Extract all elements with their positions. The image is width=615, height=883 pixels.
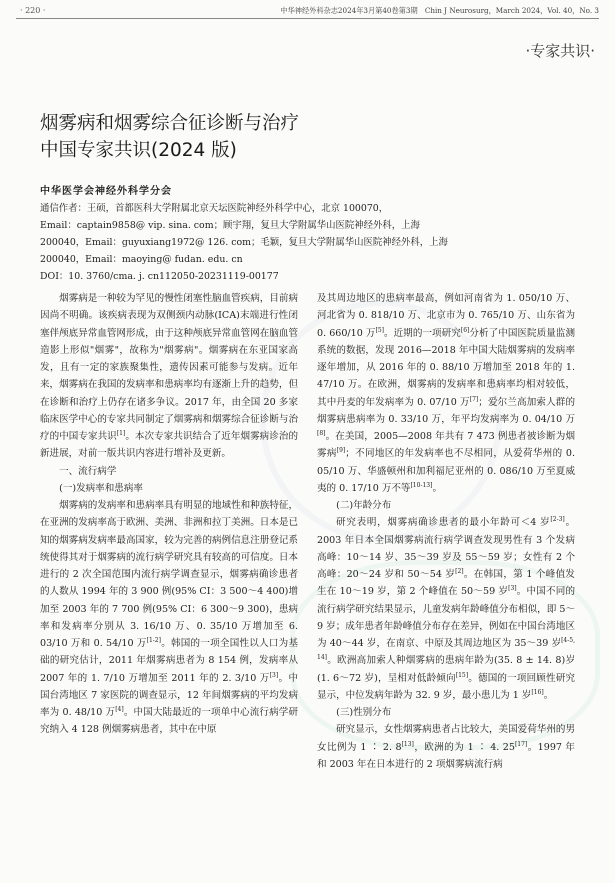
correspondence-line-1: 通信作者：王硕，首都医科大学附属北京天坛医院神经外科学中心，北京 100070，	[40, 203, 389, 214]
citation[interactable]: [3]	[508, 585, 517, 593]
citation[interactable]: [13]	[401, 740, 414, 748]
doi: DOI：10. 3760/cma. j. cn112050-20231119-00177	[40, 271, 279, 282]
citation[interactable]: [2]	[455, 567, 464, 575]
citation[interactable]: [9]	[336, 447, 346, 455]
citation[interactable]: [6]	[460, 326, 470, 334]
citation[interactable]: [4]	[115, 705, 124, 713]
citation[interactable]: [2-3]	[550, 516, 565, 524]
citation[interactable]: [5]	[375, 326, 384, 334]
citation[interactable]: [16]	[531, 688, 544, 696]
citation[interactable]: [4-5, 14]	[317, 636, 575, 662]
subsection-heading: (一)发病率和患病率	[59, 482, 143, 494]
citation[interactable]: [7]	[469, 395, 479, 403]
subsection-heading: (二)年龄分布	[336, 500, 392, 511]
title-line-1: 烟雾病和烟雾综合征诊断与治疗	[40, 113, 300, 134]
citation[interactable]: [17]	[514, 740, 528, 748]
body-paragraph: 及其周边地区的患病率最高，例如河南省为 1. 050/10 万、河北省为 0. 818/10 万、北京市为 0. 765/10 万、山东省为 0. 660/10 万[5]。近期的一项研究[6]分析了中国医院质量监测系统的数据，发现 2016—2018 年中国大陆烟雾病的发病率逐年增加，从 2016 年的 0. 88/10 万增加至 2018 年的 1. 47/10 万。在欧洲，烟雾病的发病率和患病率均相对较低，其中丹麦的年发病率为 0. 07/10 万[7]；爱尔兰高加索人群的烟雾病患病率为 0. 33/10 万，年平均发病率为 0. 04/10 万[8]。在美国，2005—2008 年共有 7 473 例患者被诊断为烟雾病[9]；不同地区的年发病率也不尽相同，从爱荷华州的 0. 05/10 万、华盛顿州和加利福尼亚州的 0. 086/10 万至夏威夷的 0. 17/10 万不等[10-13]。	[317, 293, 576, 494]
header-rule	[16, 18, 599, 19]
section-tag: ·专家共识·	[525, 42, 595, 60]
left-column	[40, 290, 298, 739]
citation[interactable]: [8]	[317, 429, 326, 437]
section-heading: 一、流行病学	[59, 465, 117, 477]
citation[interactable]: [10-13]	[410, 481, 433, 489]
title-line-2: 中国专家共识(2024 版)	[40, 140, 237, 161]
citation[interactable]: [3]	[269, 671, 279, 679]
body-paragraph: 烟雾病的发病率和患病率具有明显的地域性和种族特征，在亚洲的发病率高于欧洲、美洲、非洲和拉丁美洲。日本是已知的烟雾病发病率最高国家，较为完善的病例信息注册登记系统使得其对于烟雾病的流行病学研究具有较高的可信度。日本进行的 2 次全国范围内流行病学调查显示，烟雾病确诊患者的人数从 1994 年的 3 900 例(95% CI：3 500～4 400)增加至 2003 年的 7 700 例(95% CI：6 300～9 300)，患病率和发病率分别从 3. 16/10 万、0. 35/10 万增加至 6. 03/10 万和 0. 54/10 万[1-2]。韩国的一项全国性以人口为基础的研究估计，2011 年烟雾病患者为 8 154 例，发病率从 2007 年的 1. 7/10 万增加至 2011 年的 2. 3/10 万[3]。中国台湾地区 7 家医院的调查显示，12 年间烟雾病的平均发病率为 0. 48/10 万[4]。中国大陆最近的一项单中心流行病学研究纳入 4 128 例烟雾病患者，其中在中原	[40, 500, 298, 736]
journal-citation: 中华神经外科杂志2024年3月第40卷第3期 Chin J Neurosurg，March 2024，Vol. 40，No. 3	[280, 6, 599, 15]
right-column	[317, 290, 575, 773]
citation[interactable]: [15]	[455, 671, 469, 679]
author-block	[40, 183, 595, 285]
article-title	[40, 110, 460, 164]
author-organization: 中华医学会神经外科学分会	[40, 186, 172, 197]
body-paragraph: 研究表明，烟雾病确诊患者的最小年龄可＜4 岁[2-3]。2003 年日本全国烟雾病流行病学调查发现男性有 3 个发病高峰：10～14 岁、35～39 岁及 55～59 岁；女性有 2 个高峰：20～24 岁和 50～54 岁[2]。在韩国，第 1 个峰值发生在 10～19 岁，第 2 个峰值在 50～59 岁[3]。中国不同的流行病学研究结果显示，儿童发病年龄峰值分布相似，即 5～9 岁；成年患者年龄峰值分布存在差异，例如在中国台湾地区为 40～44 岁，在南京、中原及其周边地区为 35～39 岁[4-5, 14]。欧洲高加索人种烟雾病的患病年龄为(35. 8 ± 14. 8)岁(1. 6～72 岁)，呈相对低龄倾向[15]。德国的一项回顾性研究显示，中位发病年龄为 32. 9 岁，最小患儿为 1 岁[16]。	[317, 516, 576, 701]
citation[interactable]: [1]	[116, 429, 126, 437]
subsection-heading: (三)性别分布	[336, 707, 392, 718]
correspondence-line-3: 200040，Email：guyuxiang1972@ 126. com；毛颖，复旦大学附属华山医院神经外科，上海	[40, 237, 448, 248]
correspondence-line-2: Email：captain9858@ vip. sina. com；顾宇翔，复旦大学附属华山医院神经外科，上海	[40, 220, 420, 231]
citation[interactable]: [1-2]	[146, 636, 161, 644]
page-number: · 220 ·	[20, 6, 46, 15]
correspondence-line-4: 200040，Email：maoying@ fudan. edu. cn	[40, 254, 243, 265]
body-paragraph: 研究显示，女性烟雾病患者占比较大，美国爱荷华州的男女比例为 1 ∶ 2. 8[13]，欧洲的为 1 ∶ 4. 25[17]。1997 年和 2003 年在日本进行的 2 项烟雾病流行病	[317, 724, 575, 770]
intro-paragraph: 烟雾病是一种较为罕见的慢性闭塞性脑血管疾病，目前病因尚不明确。该疾病表现为双侧颈内动脉(ICA)末端进行性闭塞伴颅底异常血管网形成，由于这种颅底异常血管网在脑血管造影上形似"烟雾"，故称为"烟雾病"。烟雾病在东亚国家高发，且有一定的家族聚集性，遗传因素可能参与发病。近年来，烟雾病在我国的发病率和患病率均有逐渐上升的趋势，但在诊断和治疗上仍存在诸多争议。2017 年，由全国 20 多家临床医学中心的专家共同制定了烟雾病和烟雾综合征诊断与治疗的中国专家共识[1]。本次专家共识结合了近年烟雾病诊治的新进展，对前一版共识内容进行增补及更新。	[40, 293, 299, 460]
